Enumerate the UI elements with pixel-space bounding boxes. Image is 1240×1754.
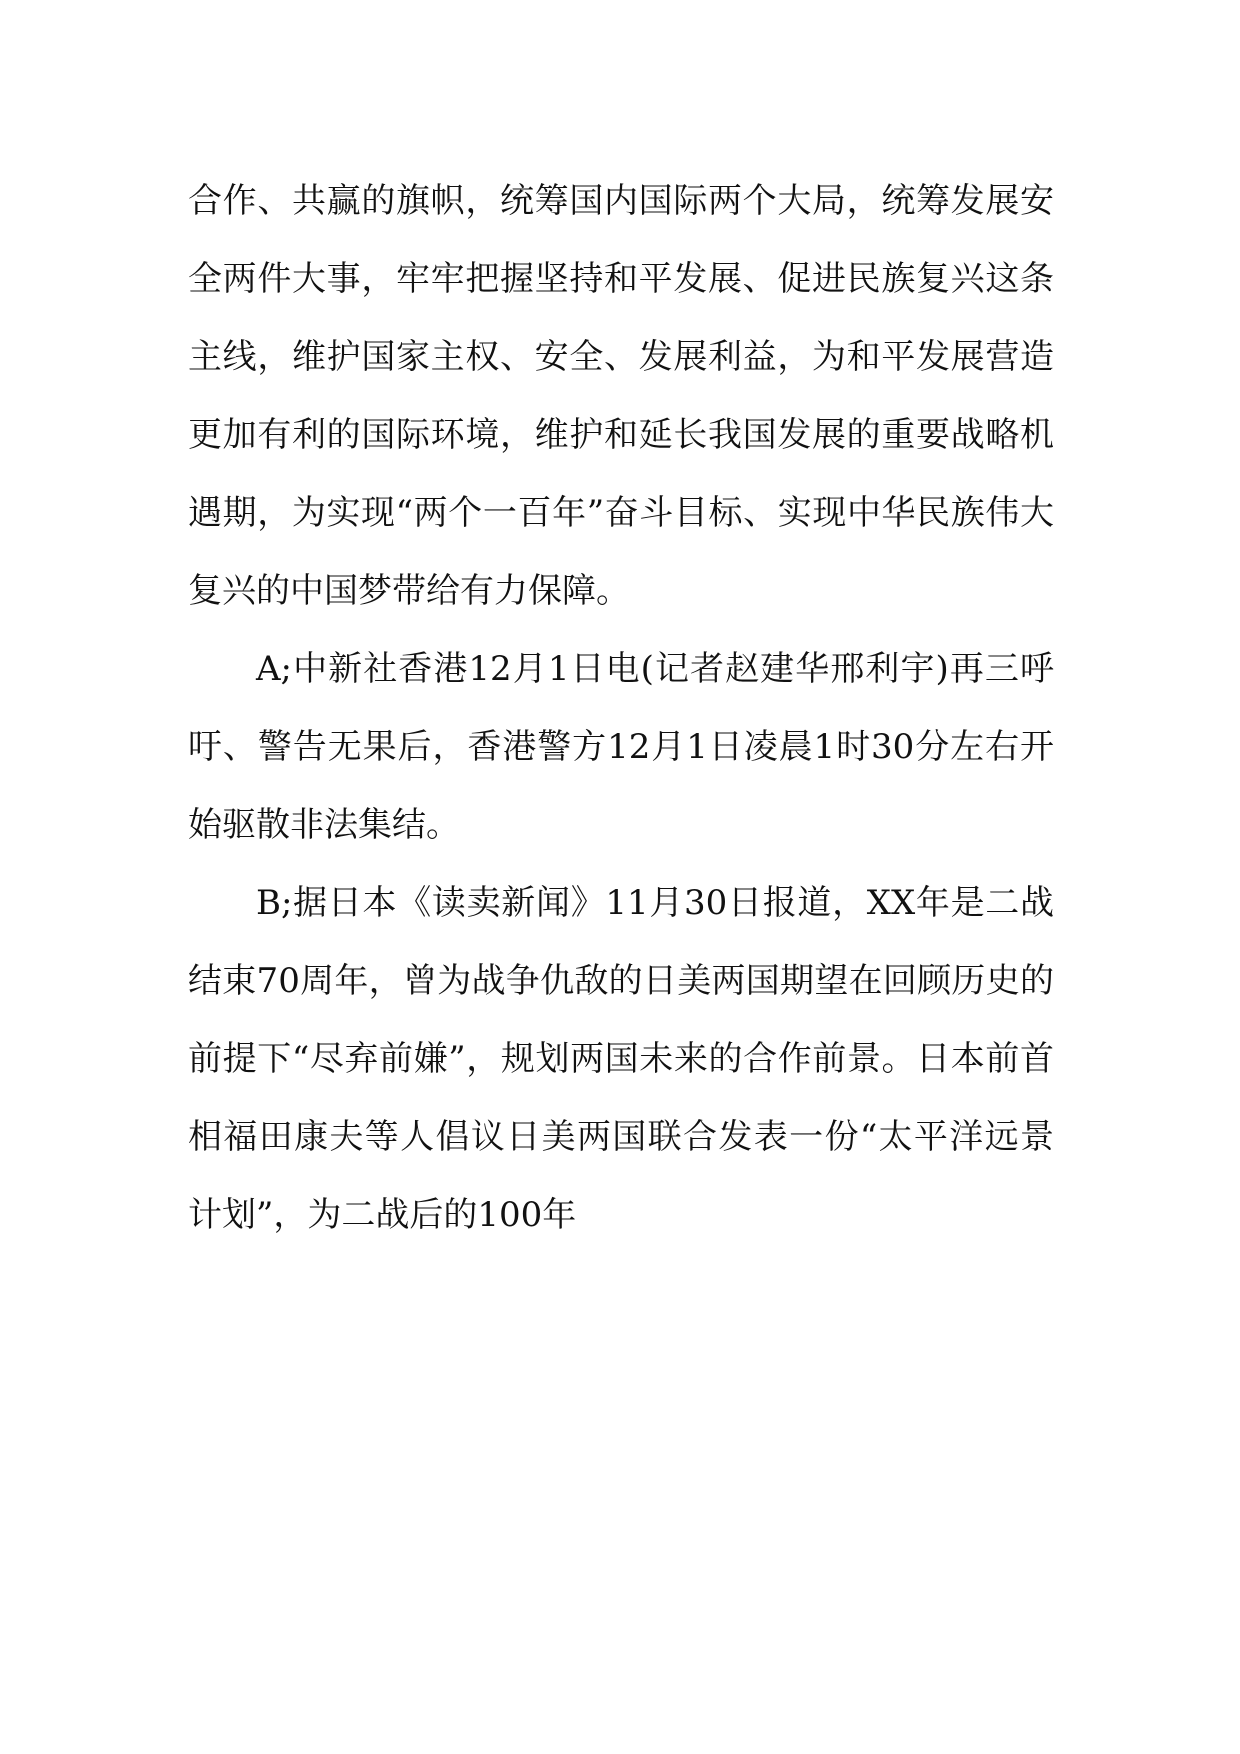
- paragraph-3: B;据日本《读卖新闻》11月30日报道，XX年是二战结束70周年，曾为战争仇敌的日美两国期望在回顾历史的前提下“尽弃前嫌”，规划两国未来的合作前景。日本前首相福田康夫等人倡议日美两国联合发表一份“太平洋远景计划”，为二战后的100年: [188, 883, 1054, 1235]
- document-body: [188, 162, 1054, 1254]
- paragraph-1: 合作、共赢的旗帜，统筹国内国际两个大局，统筹发展安全两件大事，牢牢把握坚持和平发展、促进民族复兴这条主线，维护国家主权、安全、发展利益，为和平发展营造更加有利的国际环境，维护和延长我国发展的重要战略机遇期，为实现“两个一百年”奋斗目标、实现中华民族伟大复兴的中国梦带给有力保障。: [188, 181, 1054, 611]
- paragraph-2: A;中新社香港12月1日电(记者赵建华邢利宇)再三呼吁、警告无果后，香港警方12月1日凌晨1时30分左右开始驱散非法集结。: [188, 649, 1054, 845]
